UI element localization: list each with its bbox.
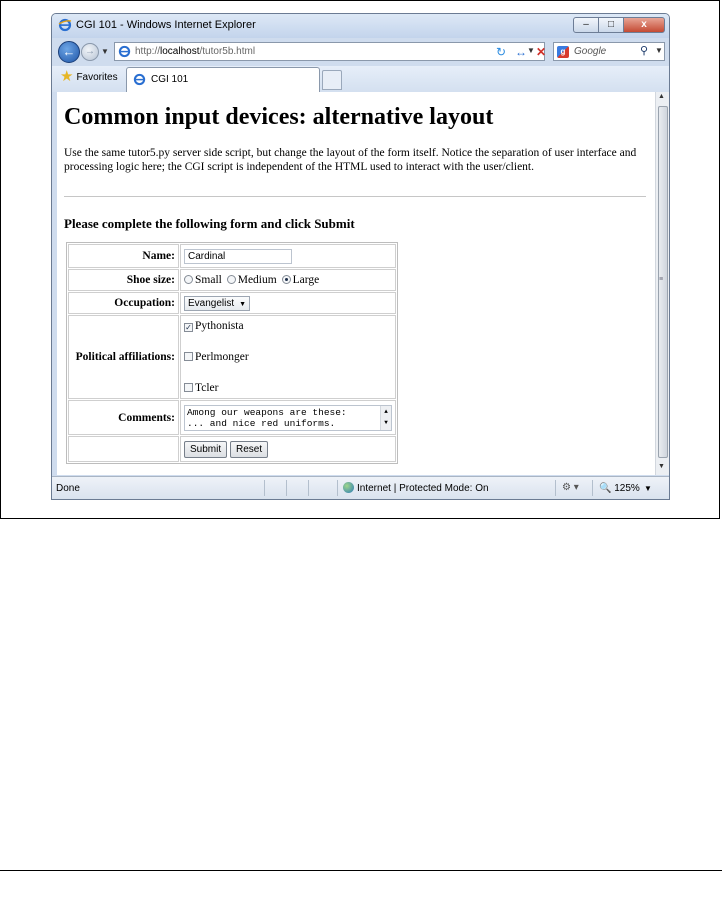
shoe-size-cell xyxy=(180,269,396,291)
page-viewport xyxy=(57,92,655,475)
page-heading: Common input devices: alternative layout xyxy=(64,104,494,130)
zoom-dropdown[interactable]: ▼ xyxy=(644,484,652,493)
scroll-up-icon[interactable]: ▲ xyxy=(658,93,665,100)
comments-textarea[interactable] xyxy=(184,405,392,431)
tcler-checkbox[interactable] xyxy=(184,383,193,392)
tcler-label: Tcler xyxy=(195,381,219,394)
status-divider xyxy=(286,480,287,496)
navigation-bar xyxy=(52,39,669,65)
occupation-row xyxy=(68,292,396,314)
occupation-value: Evangelist xyxy=(188,297,235,309)
address-scheme: http:// xyxy=(135,46,161,57)
minimize-button[interactable]: – xyxy=(573,17,599,33)
form-table xyxy=(66,242,398,464)
favorites-star-icon: ★ xyxy=(60,68,74,85)
compatibility-view-icon[interactable]: ↔ xyxy=(515,45,527,59)
comments-text: Among our weapons are these: ... and nice red uniforms. xyxy=(187,406,347,429)
occupation-label: Occupation: xyxy=(68,292,179,314)
status-divider xyxy=(592,480,593,496)
affiliation-item xyxy=(184,382,392,395)
political-cell xyxy=(180,315,396,399)
status-bar xyxy=(52,476,669,500)
tab-cgi-101[interactable] xyxy=(126,67,320,92)
shoe-small-radio[interactable] xyxy=(184,275,193,284)
search-options-dropdown[interactable]: ▼ xyxy=(655,46,663,55)
search-icon[interactable]: ⚲ xyxy=(640,45,649,57)
security-zone[interactable]: Internet | Protected Mode: On xyxy=(357,483,489,494)
window-title: CGI 101 - Windows Internet Explorer xyxy=(76,19,256,31)
status-divider xyxy=(337,480,338,496)
stop-icon[interactable]: ✕ xyxy=(535,45,547,59)
close-button[interactable]: x xyxy=(623,17,665,33)
political-label: Political affiliations: xyxy=(68,315,179,399)
form-heading: Please complete the following form and click Submit xyxy=(64,216,355,231)
horizontal-rule xyxy=(64,196,646,197)
intro-paragraph: Use the same tutor5.py server side script, but change the layout of the form itself. Notice the separation of user interface and processing logic here; the CGI script is independent of the HTML used to interact with the user/client. xyxy=(64,147,637,173)
window-controls xyxy=(574,17,665,33)
address-path: /tutor5b.html xyxy=(199,46,256,57)
shoe-medium-label: Medium xyxy=(237,274,277,286)
status-divider xyxy=(308,480,309,496)
page-icon xyxy=(118,45,131,58)
status-divider xyxy=(555,480,556,496)
back-button[interactable]: ← xyxy=(58,41,80,63)
favorites-label: Favorites xyxy=(76,71,118,83)
shoe-large-radio[interactable] xyxy=(282,275,291,284)
forward-button[interactable]: → xyxy=(81,43,99,61)
shoe-size-label: Shoe size: xyxy=(68,269,179,291)
perlmonger-label: Perlmonger xyxy=(195,350,249,363)
comments-row xyxy=(68,400,396,435)
zoom-icon: 🔍 xyxy=(599,483,612,494)
address-dropdown[interactable]: ▼ xyxy=(527,46,535,55)
pythonista-label: Pythonista xyxy=(195,319,244,332)
zoom-level[interactable] xyxy=(599,483,640,494)
scroll-down-icon[interactable]: ▼ xyxy=(658,463,665,470)
name-input[interactable]: Cardinal xyxy=(184,249,292,264)
zoom-value: 125% xyxy=(614,483,640,494)
comments-label: Comments: xyxy=(68,400,179,435)
tab-label: CGI 101 xyxy=(151,74,189,85)
search-placeholder: Google xyxy=(574,46,607,57)
textarea-scrollbar[interactable]: ▲ ▼ xyxy=(380,406,391,430)
buttons-row xyxy=(68,436,396,462)
new-tab-button[interactable] xyxy=(322,70,342,90)
recent-pages-dropdown[interactable]: ▼ xyxy=(101,47,109,56)
shoe-large-label: Large xyxy=(292,274,320,286)
affiliation-item xyxy=(184,320,392,333)
address-host: localhost xyxy=(160,46,200,57)
buttons-cell xyxy=(180,436,396,462)
occupation-cell xyxy=(180,292,396,314)
browser-window xyxy=(51,13,670,500)
submit-button[interactable]: Submit xyxy=(184,441,227,458)
status-divider xyxy=(264,480,265,496)
scroll-grip-icon: ≡ xyxy=(659,276,664,283)
chevron-down-icon: ▼ xyxy=(239,300,247,308)
empty-cell xyxy=(68,436,179,462)
refresh-icon[interactable]: ↻ xyxy=(495,45,507,59)
favorites-bar xyxy=(52,66,669,92)
perlmonger-checkbox[interactable] xyxy=(184,352,193,361)
affiliation-item xyxy=(184,351,392,364)
address-tools xyxy=(492,43,552,61)
name-cell xyxy=(180,244,396,268)
address-text[interactable] xyxy=(135,46,255,57)
shoe-small-label: Small xyxy=(195,274,222,286)
political-row xyxy=(68,315,396,399)
status-text: Done xyxy=(56,483,80,494)
shoe-medium-radio[interactable] xyxy=(227,275,236,284)
shoe-size-row xyxy=(68,269,396,291)
name-row xyxy=(68,244,396,268)
page-rule xyxy=(0,870,722,871)
title-bar[interactable] xyxy=(52,14,669,38)
favorites-button[interactable] xyxy=(60,68,118,85)
comments-cell xyxy=(180,400,396,435)
occupation-select[interactable] xyxy=(184,296,250,311)
maximize-button[interactable]: □ xyxy=(598,17,624,33)
reset-button[interactable]: Reset xyxy=(230,441,268,458)
ie-logo-icon xyxy=(58,18,72,32)
tab-page-icon xyxy=(133,73,146,86)
address-bar[interactable] xyxy=(114,42,545,61)
globe-icon xyxy=(343,482,354,493)
name-label: Name: xyxy=(68,244,179,268)
google-logo-icon: g xyxy=(557,46,569,58)
settings-icon[interactable]: ⚙ ▾ xyxy=(562,482,579,493)
vertical-scrollbar[interactable] xyxy=(655,92,669,475)
pythonista-checkbox[interactable]: ✓ xyxy=(185,322,192,332)
search-box[interactable] xyxy=(553,42,665,61)
